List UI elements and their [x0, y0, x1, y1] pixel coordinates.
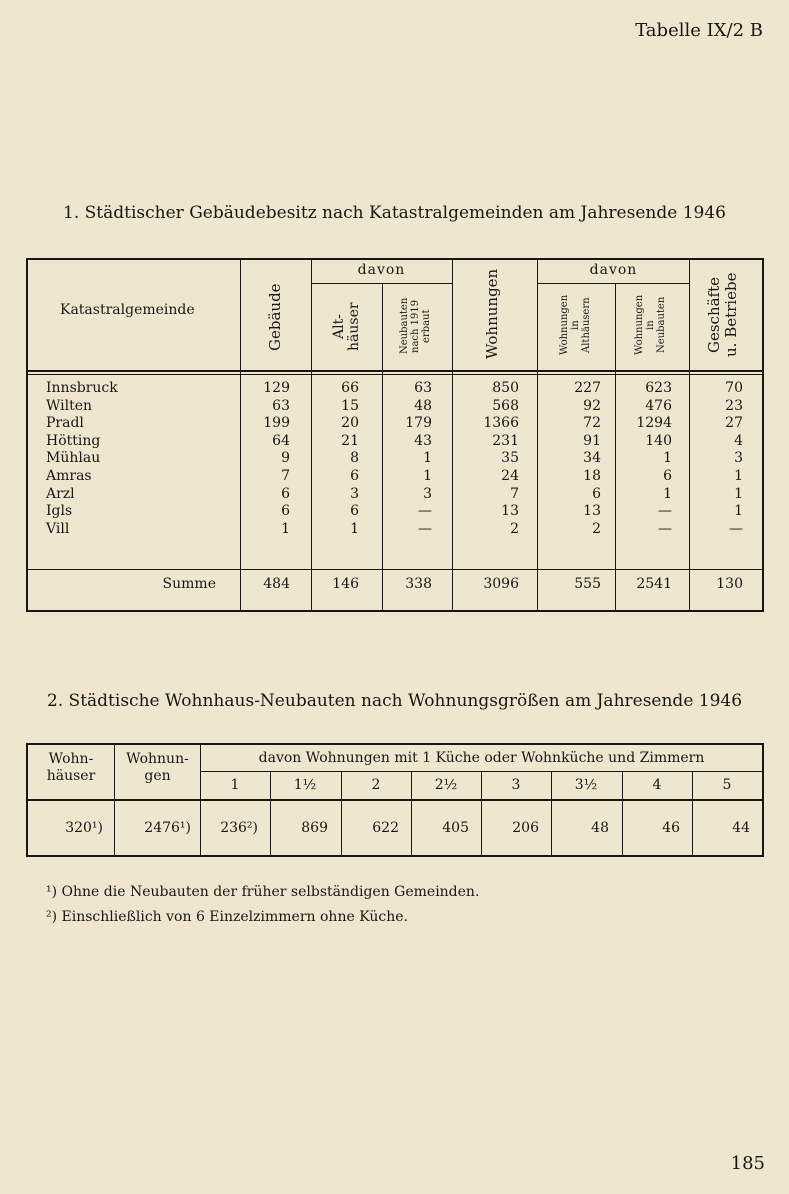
- cell-alt: 21: [341, 432, 359, 449]
- cell-gesch: 1: [734, 503, 743, 520]
- cell-neu: 1: [423, 468, 432, 484]
- cell-wneu: 1: [663, 485, 672, 502]
- cell-alt: 20: [341, 415, 359, 432]
- cell-wneu: 6: [663, 468, 672, 484]
- cell-alt: 8: [350, 450, 359, 467]
- cell-wohnungen: 2: [510, 520, 519, 537]
- row-katastralgemeinde: Mühlau: [46, 450, 101, 467]
- cell-wohnungen: 850: [492, 380, 519, 396]
- cell-gesch: 4: [734, 432, 743, 449]
- cell-walt: 34: [583, 450, 601, 467]
- cell-walt: 92: [583, 397, 601, 414]
- cell-gebaeude: 7: [281, 468, 290, 484]
- cell-neu: 43: [414, 432, 432, 449]
- header-wohnhaeuser: Wohn- häuser: [46, 751, 96, 784]
- cell-alt: 3: [350, 485, 359, 502]
- cell-alt: 66: [341, 380, 359, 396]
- header-geschaefte: Geschäfte u. Betriebe: [705, 272, 740, 358]
- table-reference: Tabelle IX/2 B: [635, 20, 763, 41]
- cell-gesch: 1: [734, 485, 743, 502]
- cell-neu: 1: [423, 450, 432, 467]
- cell-gebaeude: 6: [281, 503, 290, 520]
- table-row: [26, 521, 764, 539]
- table-row: [26, 398, 764, 416]
- cell-gesch: 70: [725, 380, 743, 396]
- cell-gesch: 3: [734, 450, 743, 467]
- footnote-1: ¹) Ohne die Neubauten der früher selbständigen Gemeinden.: [46, 884, 480, 900]
- header-davon-wohnungen: davon: [589, 262, 638, 278]
- size-header: 3½: [574, 777, 598, 793]
- cell-walt: 91: [583, 432, 601, 449]
- cell-wneu: —: [658, 520, 672, 537]
- cell-walt: 227: [574, 380, 601, 396]
- header-wohnungen-neubauten: Wohnungen in Neubauten: [634, 294, 667, 356]
- size-count: 44: [732, 820, 750, 836]
- sum-label: Summe: [162, 576, 216, 592]
- size-count: 206: [512, 820, 539, 836]
- header-gebaeude: Gebäude: [266, 283, 284, 351]
- size-header: 1: [230, 777, 240, 793]
- table-row: [26, 415, 764, 433]
- value-wohnungen: 2476¹): [144, 820, 191, 836]
- header-davon-gebaeude: davon: [357, 262, 406, 278]
- header-davon-zimmer: davon Wohnungen mit 1 Küche oder Wohnküche und Zimmern: [258, 750, 705, 766]
- cell-gebaeude: 199: [263, 415, 290, 432]
- row-katastralgemeinde: Vill: [46, 520, 70, 537]
- sum-neubauten: 338: [405, 576, 432, 592]
- row-katastralgemeinde: Arzl: [46, 485, 75, 502]
- header-katastralgemeinde: Katastralgemeinde: [60, 302, 195, 318]
- cell-gesch: 27: [725, 415, 743, 432]
- cell-neu: 63: [414, 380, 432, 396]
- cell-wohnungen: 13: [501, 503, 519, 520]
- table1-title: 1. Städtischer Gebäudebesitz nach Katastralgemeinden am Jahresende 1946: [63, 203, 726, 223]
- size-header: 3: [511, 777, 521, 793]
- size-header: 4: [652, 777, 662, 793]
- table2-title: 2. Städtische Wohnhaus-Neubauten nach Wohnungsgrößen am Jahresende 1946: [46, 691, 743, 711]
- size-count: 236²): [220, 820, 258, 836]
- cell-wneu: —: [658, 503, 672, 520]
- footnote-2: ²) Einschließlich von 6 Einzelzimmern ohne Küche.: [46, 909, 408, 925]
- table-row: [26, 486, 764, 504]
- header-wohnungen: Wohnungen: [483, 268, 501, 360]
- cell-neu: 179: [405, 415, 432, 432]
- cell-gebaeude: 6: [281, 485, 290, 502]
- row-katastralgemeinde: Amras: [46, 468, 92, 484]
- size-header: 1½: [293, 777, 317, 793]
- cell-gebaeude: 1: [281, 520, 290, 537]
- size-count: 48: [591, 820, 609, 836]
- cell-gesch: 1: [734, 468, 743, 484]
- sum-wohnungen-alt: 555: [574, 576, 601, 592]
- value-wohnhaeuser: 320¹): [65, 820, 103, 836]
- header-wohnungen-althaeuser: Wohnungen in Althäusern: [559, 294, 592, 356]
- cell-neu: 3: [423, 485, 432, 502]
- cell-gebaeude: 9: [281, 450, 290, 467]
- cell-wneu: 140: [645, 432, 672, 449]
- cell-alt: 6: [350, 468, 359, 484]
- table-row: [26, 380, 764, 398]
- header-neubauten: Neubauten nach 1919 erbaut: [399, 297, 432, 355]
- sum-wohnungen: 3096: [483, 576, 519, 592]
- row-katastralgemeinde: Pradl: [46, 415, 84, 432]
- table-row: [26, 433, 764, 451]
- table1: [26, 258, 764, 612]
- sum-row: [26, 576, 764, 594]
- row-katastralgemeinde: Igls: [46, 503, 73, 520]
- cell-gebaeude: 63: [272, 397, 290, 414]
- table-row: [26, 468, 764, 486]
- cell-wohnungen: 231: [492, 432, 519, 449]
- row-katastralgemeinde: Wilten: [46, 397, 93, 414]
- page-number: 185: [730, 1153, 765, 1174]
- cell-wohnungen: 24: [501, 468, 519, 484]
- cell-wohnungen: 568: [492, 397, 519, 414]
- size-header: 2½: [434, 777, 458, 793]
- size-header: 5: [722, 777, 732, 793]
- cell-gesch: —: [729, 520, 743, 537]
- cell-wohnungen: 1366: [483, 415, 519, 432]
- cell-wohnungen: 7: [510, 485, 519, 502]
- sum-gebaeude: 484: [263, 576, 290, 592]
- table-row: [26, 450, 764, 468]
- size-count: 869: [301, 820, 328, 836]
- cell-wneu: 1294: [636, 415, 672, 432]
- size-header: 2: [371, 777, 381, 793]
- sum-althaeuser: 146: [332, 576, 359, 592]
- cell-walt: 2: [592, 520, 601, 537]
- size-count: 405: [442, 820, 469, 836]
- cell-walt: 72: [583, 415, 601, 432]
- table2: [26, 743, 764, 858]
- size-count: 46: [662, 820, 680, 836]
- cell-walt: 18: [583, 468, 601, 484]
- cell-alt: 6: [350, 503, 359, 520]
- table-row: [26, 503, 764, 521]
- cell-alt: 15: [341, 397, 359, 414]
- cell-neu: —: [418, 520, 432, 537]
- cell-gesch: 23: [725, 397, 743, 414]
- cell-walt: 6: [592, 485, 601, 502]
- cell-neu: —: [418, 503, 432, 520]
- size-count: 622: [372, 820, 399, 836]
- header-wohnungen-t2: Wohnun- gen: [126, 751, 189, 784]
- cell-neu: 48: [414, 397, 432, 414]
- row-katastralgemeinde: Innsbruck: [46, 380, 118, 396]
- cell-wneu: 1: [663, 450, 672, 467]
- cell-wohnungen: 35: [501, 450, 519, 467]
- row-katastralgemeinde: Hötting: [46, 432, 101, 449]
- sum-wohnungen-neu: 2541: [636, 576, 672, 592]
- cell-wneu: 476: [645, 397, 672, 414]
- header-althaeuser: Alt- häuser: [331, 302, 362, 352]
- cell-wneu: 623: [645, 380, 672, 396]
- cell-alt: 1: [350, 520, 359, 537]
- cell-gebaeude: 129: [263, 380, 290, 396]
- sum-geschaefte: 130: [716, 576, 743, 592]
- cell-walt: 13: [583, 503, 601, 520]
- cell-gebaeude: 64: [272, 432, 290, 449]
